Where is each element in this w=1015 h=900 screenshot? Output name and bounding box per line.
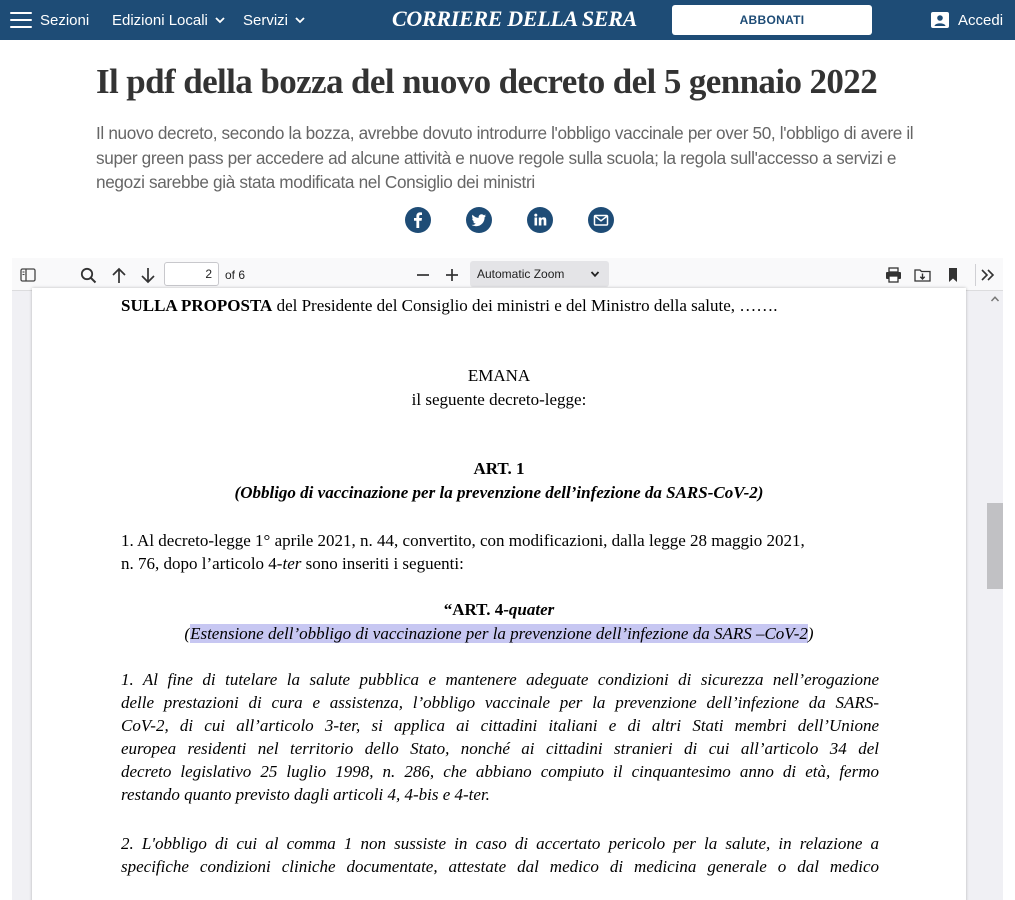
- art4q-title-italic: quater: [508, 600, 555, 619]
- facebook-icon[interactable]: [405, 207, 431, 233]
- top-navigation-bar: [0, 0, 1015, 40]
- comma-1-line-6: restando quanto previsto dagli articoli 4, 4-bis e 4-ter.: [121, 785, 490, 804]
- next-page-icon[interactable]: [136, 263, 160, 287]
- nav-sections-label: Sezioni: [40, 11, 90, 29]
- tools-icon[interactable]: [976, 263, 1000, 287]
- pdf-viewer: [12, 258, 1003, 900]
- zoom-in-icon[interactable]: [440, 263, 464, 287]
- login-button[interactable]: [931, 0, 1003, 40]
- para1-line2-italic: ter: [282, 554, 302, 573]
- para1-line2-end: sono inseriti i seguenti:: [301, 554, 464, 573]
- user-icon: [931, 12, 949, 28]
- zoom-select[interactable]: [470, 261, 609, 287]
- save-icon[interactable]: [910, 263, 934, 287]
- scrollbar-thumb[interactable]: [987, 503, 1003, 589]
- zoom-out-icon[interactable]: [411, 263, 435, 287]
- paragraph-1-line-2: [121, 554, 464, 574]
- site-logo[interactable]: CORRIERE DELLA SERA: [392, 6, 637, 31]
- pdf-document-area: [12, 292, 1003, 900]
- article-4-quater-title: [32, 600, 966, 620]
- page-number-input[interactable]: [164, 262, 219, 286]
- bookmark-icon[interactable]: [941, 263, 965, 287]
- page-count: of 6: [225, 268, 246, 282]
- scroll-up-icon[interactable]: [990, 294, 1000, 304]
- article-summary: Il nuovo decreto, secondo la bozza, avrebbe dovuto introdurre l'obbligo vaccinale per over 50, l'obbligo di avere il super green pass per accedere ad alcune attività e nuove regole sulla scuola; la regola sull'accesso a servizi e negozi sarebbe già stata modificata nel Consiglio dei ministri: [96, 123, 914, 192]
- comma-1-line-3: CoV-2, di cui all’articolo 3-ter, si applica ai cittadini italiani e di altri Stati membri dell’Unione: [121, 716, 879, 735]
- nav-services[interactable]: [243, 0, 306, 40]
- email-icon[interactable]: [588, 207, 614, 233]
- menu-icon[interactable]: [10, 12, 32, 28]
- decree-intro: il seguente decreto-legge:: [411, 390, 587, 409]
- chevron-down-icon: [214, 14, 226, 26]
- proposal-line: [121, 296, 778, 316]
- pdf-scrollbar[interactable]: [986, 292, 1003, 900]
- subscribe-button[interactable]: ABBONATI: [672, 5, 872, 35]
- emana-heading: EMANA: [467, 366, 531, 385]
- zoom-select-value: Automatic Zoom: [477, 267, 565, 281]
- sidebar-toggle-icon[interactable]: [16, 263, 40, 287]
- art4q-open-paren: (: [184, 624, 191, 643]
- comma-1-line-5: decreto legislativo 25 luglio 1998, n. 286, che abbiano compiuto il cinquantesimo anno di età, fermo: [121, 762, 879, 781]
- previous-page-icon[interactable]: [107, 263, 131, 287]
- search-icon[interactable]: [76, 263, 100, 287]
- highlighted-selection[interactable]: Estensione dell’obbligo di vaccinazione per la prevenzione dell’infezione da SARS –CoV-2: [190, 624, 808, 643]
- para1-line2-start: n. 76, dopo l’articolo 4-: [121, 554, 283, 573]
- page-title: Il pdf della bozza del nuovo decreto del 5 gennaio 2022: [96, 62, 878, 101]
- chevron-down-icon: [294, 14, 306, 26]
- proposal-bold: SULLA PROPOSTA: [121, 296, 273, 315]
- pdf-toolbar: [12, 258, 1003, 291]
- share-bar: [405, 207, 614, 233]
- comma-1-line-4: europea residenti nel territorio dello Stato, nonché ai cittadini stranieri di cui all’articolo 34 del: [121, 739, 879, 758]
- article-1-title: ART. 1: [473, 459, 525, 478]
- comma-2-line-1: 2. L'obbligo di cui al comma 1 non sussiste in caso di accertato pericolo per la salute, in relazione a: [121, 834, 879, 853]
- nav-local-editions[interactable]: [112, 0, 226, 40]
- twitter-icon[interactable]: [466, 207, 492, 233]
- paragraph-1-line-1: 1. Al decreto-legge 1° aprile 2021, n. 44, convertito, con modificazioni, dalla legge 28 maggio 2021,: [121, 531, 805, 550]
- nav-services-label: Servizi: [243, 11, 289, 29]
- comma-2-line-2: specifiche condizioni cliniche documentate, attestate dal medico di medicina generale o dal medico: [121, 857, 879, 876]
- nav-local-editions-label: Edizioni Locali: [112, 11, 208, 29]
- comma-1-line-2: delle prestazioni di cura e assistenza, l’obbligo vaccinale per la prevenzione dell’infezione da SARS-: [121, 693, 879, 712]
- print-icon[interactable]: [881, 263, 905, 287]
- article-1-subtitle: (Obbligo di vaccinazione per la prevenzione dell’infezione da SARS-CoV-2): [234, 483, 764, 502]
- chevron-down-icon: [590, 269, 600, 279]
- art4q-close-paren: ): [807, 624, 814, 643]
- nav-sections[interactable]: [40, 0, 89, 40]
- linkedin-icon[interactable]: [527, 207, 553, 233]
- pdf-page: [32, 288, 966, 900]
- login-label: Accedi: [958, 11, 1004, 29]
- proposal-rest: del Presidente del Consiglio dei ministri e del Ministro della salute, …….: [272, 296, 778, 315]
- comma-1-line-1: 1. Al fine di tutelare la salute pubblica e mantenere adeguate condizioni di sicurezza nell’erogazione: [121, 670, 879, 689]
- article-4-quater-subtitle[interactable]: [32, 624, 966, 644]
- art4q-title-start: “ART. 4-: [443, 600, 509, 619]
